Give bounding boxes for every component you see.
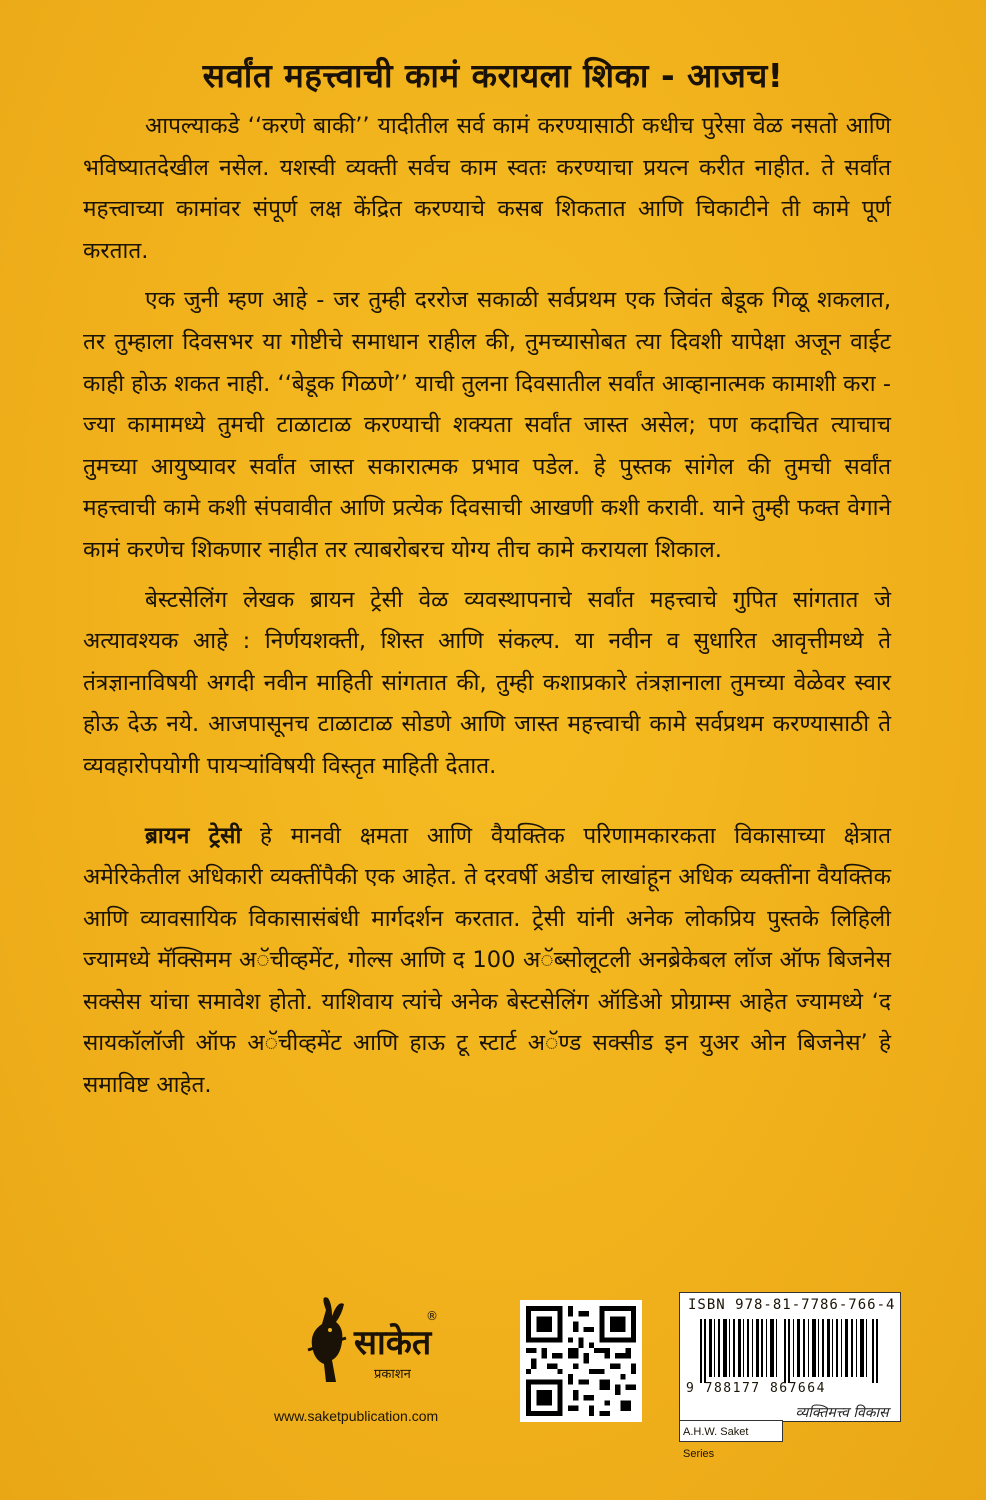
qr-code[interactable] <box>520 1300 642 1422</box>
genre-label: व्यक्तिमत्त्व विकास <box>795 1405 889 1421</box>
barcode-digits: 9 788177 867664 <box>686 1381 826 1396</box>
author-bio <box>83 816 891 1107</box>
publisher-url[interactable]: www.saketpublication.com <box>274 1408 439 1424</box>
series-row <box>679 1405 899 1460</box>
blurb <box>83 106 891 1107</box>
series-label: A.H.W. Saket Series <box>679 1420 783 1442</box>
author-name: ब्रायन ट्रेसी <box>145 822 242 849</box>
paragraph-1: आपल्याकडे ‘‘करणे बाकी’’ यादीतील सर्व कामं करण्यासाठी कधीच पुरेसा वेळ नसतो आणि भविष्यातदेखील नसेल. यशस्वी व्यक्ती सर्वच काम स्वतः करण्याचा प्रयत्न करीत नाहीत. ते सर्वांत महत्त्वाच्या कामांवर संपूर्ण लक्ष केंद्रित करण्याचे कसब शिकतात आणि चिकाटीने ती कामे पूर्ण करतात. <box>83 113 891 264</box>
svg-text:®: ® <box>426 1309 438 1323</box>
publisher-logo <box>296 1290 456 1400</box>
isbn-label: ISBN 978-81-7786-766-4 <box>688 1297 896 1313</box>
author-bio-text: हे मानवी क्षमता आणि वैयक्तिक परिणामकारकता विकासाच्या क्षेत्रात अमेरिकेतील अधिकारी व्यक्तींपैकी एक आहेत. ते दरवर्षी अडीच लाखांहून अधिक व्यक्तींना वैयक्तिक आणि व्यावसायिक विकासासंबंधी मार्गदर्शन करतात. ट्रेसी यांनी अनेक लोकप्रिय पुस्तके लिहिली ज्यामध्ये मॅक्सिमम अॅचीव्हमेंट, गोल्स आणि द 100 अॅब्सोलूटली अनब्रेकेबल लॉज ऑफ बिजनेस सक्सेस यांचा समावेश होतो. याशिवाय त्यांचे अनेक बेस्टसेलिंग ऑडिओ प्रोग्राम्स आहेत ज्यामध्ये ‘द सायकॉलॉजी ऑफ अॅचीव्हमेंट आणि हाऊ टू स्टार्ट अॅण्ड सक्सीड इन युअर ओन बिजनेस’ हे समाविष्ट आहेत. <box>83 822 891 1099</box>
publisher-logo-text: साकेत <box>354 1323 432 1363</box>
publisher-logo-subtext: प्रकाशन <box>374 1367 411 1382</box>
headline: सर्वांत महत्त्वाची कामं करायला शिका - आजच! <box>202 56 784 95</box>
paragraph-3: बेस्टसेलिंग लेखक ब्रायन ट्रेसी वेळ व्यवस्थापनाचे सर्वांत महत्त्वाचे गुपित सांगतात जे अत्यावश्यक आहे : निर्णयशक्ती, शिस्त आणि संकल्प. या नवीन व सुधारित आवृत्तीमध्ये ते तंत्रज्ञानाविषयी अगदी नवीन माहिती सांगतात की, तुम्ही कशाप्रकारे तंत्रज्ञानाला तुमच्या वेळेवर स्वार होऊ देऊ नये. आजपासूनच टाळाटाळ सोडणे आणि जास्त महत्त्वाची कामे सर्वप्रथम करण्यासाठी ते व्यवहारोपयोगी पायऱ्यांविषयी विस्तृत माहिती देतात. <box>83 586 891 779</box>
paragraph-2: एक जुनी म्हण आहे - जर तुम्ही दररोज सकाळी सर्वप्रथम एक जिवंत बेडूक गिळू शकलात, तर तुम्हाला दिवसभर या गोष्टीचे समाधान राहील की, तुमच्यासोबत त्या दिवशी यापेक्षा अजून वाईट काही होऊ शकत नाही. ‘‘बेडूक गिळणे’’ याची तुलना दिवसातील सर्वांत आव्हानात्मक कामाशी करा - ज्या कामामध्ये तुमची टाळाटाळ करण्याची शक्यता सर्वांत जास्त असेल; पण कदाचित त्याचाच तुमच्या आयुष्यावर सर्वांत जास्त सकारात्मक प्रभाव पडेल. हे पुस्तक सांगेल की तुमची सर्वांत महत्त्वाची कामे कशी संपवावीत आणि प्रत्येक दिवसाची आखणी कशी करावी. याने तुम्ही फक्त वेगाने कामं करणेच शिकणार नाहीत तर त्याबरोबरच योग्य तीच कामे करायला शिकाल. <box>83 287 891 563</box>
